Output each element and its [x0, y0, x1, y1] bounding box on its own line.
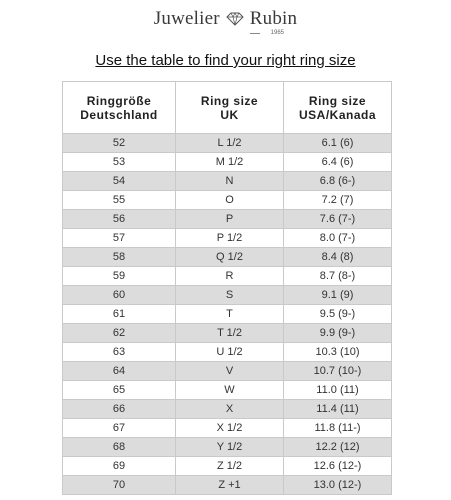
cell-germany: 68 [63, 438, 176, 457]
header-usa-line2: USA/Kanada [298, 107, 377, 122]
cell-germany: 70 [63, 476, 176, 495]
header-uk-line2: UK [220, 107, 239, 122]
cell-germany: 52 [63, 134, 176, 153]
cell-usa: 9.1 (9) [284, 286, 392, 305]
cell-usa: 9.9 (9-) [284, 324, 392, 343]
cell-usa: 13.0 (12-) [284, 476, 392, 495]
brand-name-right: Rubin [249, 8, 298, 29]
cell-uk: Y 1/2 [176, 438, 284, 457]
cell-uk: S [176, 286, 284, 305]
cell-germany: 54 [63, 172, 176, 191]
cell-germany: 61 [63, 305, 176, 324]
cell-uk: V [176, 362, 284, 381]
cell-uk: Z 1/2 [176, 457, 284, 476]
cell-uk: X [176, 400, 284, 419]
cell-uk: T [176, 305, 284, 324]
cell-uk: L 1/2 [176, 134, 284, 153]
cell-germany: 57 [63, 229, 176, 248]
cell-usa: 11.0 (11) [284, 381, 392, 400]
header-germany-line2: Deutschland [80, 107, 158, 122]
cell-germany: 56 [63, 210, 176, 229]
cell-uk: P [176, 210, 284, 229]
header-usa-line1: Ring size [308, 93, 367, 108]
cell-usa: 11.4 (11) [284, 400, 392, 419]
brand-header [0, 8, 451, 36]
table-row [63, 476, 392, 495]
table-row [63, 134, 392, 153]
table-row [63, 343, 392, 362]
brand-name-left: Juwelier [153, 8, 220, 29]
cell-usa: 12.6 (12-) [284, 457, 392, 476]
table-row [63, 324, 392, 343]
cell-usa: 6.8 (6-) [284, 172, 392, 191]
cell-germany: 58 [63, 248, 176, 267]
diamond-icon [225, 12, 245, 26]
header-uk [176, 82, 284, 134]
cell-uk: W [176, 381, 284, 400]
cell-germany: 60 [63, 286, 176, 305]
cell-usa: 7.6 (7-) [284, 210, 392, 229]
cell-usa: 8.4 (8) [284, 248, 392, 267]
cell-usa: 8.7 (8-) [284, 267, 392, 286]
cell-usa: 11.8 (11-) [284, 419, 392, 438]
cell-germany: 64 [63, 362, 176, 381]
cell-germany: 62 [63, 324, 176, 343]
table-row [63, 267, 392, 286]
cell-germany: 55 [63, 191, 176, 210]
table-row [63, 210, 392, 229]
cell-usa: 8.0 (7-) [284, 229, 392, 248]
cell-germany: 66 [63, 400, 176, 419]
brand-year: 1965 [270, 30, 284, 36]
brand-logo [0, 8, 451, 30]
cell-germany: 65 [63, 381, 176, 400]
cell-uk: Z +1 [176, 476, 284, 495]
header-uk-line1: Ring size [200, 93, 259, 108]
cell-uk: U 1/2 [176, 343, 284, 362]
table-row [63, 419, 392, 438]
cell-uk: R [176, 267, 284, 286]
table-row [63, 229, 392, 248]
table-row [63, 286, 392, 305]
header-usa [284, 82, 392, 134]
cell-uk: P 1/2 [176, 229, 284, 248]
cell-germany: 67 [63, 419, 176, 438]
table-header-row [63, 82, 392, 134]
table-row [63, 400, 392, 419]
cell-usa: 7.2 (7) [284, 191, 392, 210]
cell-germany: 59 [63, 267, 176, 286]
header-germany-line1: Ringgröße [86, 93, 152, 108]
cell-usa: 6.1 (6) [284, 134, 392, 153]
cell-uk: T 1/2 [176, 324, 284, 343]
table-row [63, 305, 392, 324]
table-row [63, 362, 392, 381]
cell-germany: 63 [63, 343, 176, 362]
cell-uk: Q 1/2 [176, 248, 284, 267]
cell-germany: 53 [63, 153, 176, 172]
cell-germany: 69 [63, 457, 176, 476]
table-row [63, 248, 392, 267]
ring-size-table [62, 81, 392, 495]
table-row [63, 172, 392, 191]
cell-usa: 12.2 (12) [284, 438, 392, 457]
table-row [63, 438, 392, 457]
table-row [63, 381, 392, 400]
cell-uk: N [176, 172, 284, 191]
cell-usa: 10.3 (10) [284, 343, 392, 362]
cell-usa: 10.7 (10-) [284, 362, 392, 381]
cell-usa: 6.4 (6) [284, 153, 392, 172]
table-row [63, 191, 392, 210]
table-row [63, 457, 392, 476]
cell-uk: O [176, 191, 284, 210]
instruction-text: Use the table to find your right ring size [95, 52, 356, 69]
table-row [63, 153, 392, 172]
table-body [63, 134, 392, 495]
cell-usa: 9.5 (9-) [284, 305, 392, 324]
cell-uk: X 1/2 [176, 419, 284, 438]
header-germany [63, 82, 176, 134]
cell-uk: M 1/2 [176, 153, 284, 172]
